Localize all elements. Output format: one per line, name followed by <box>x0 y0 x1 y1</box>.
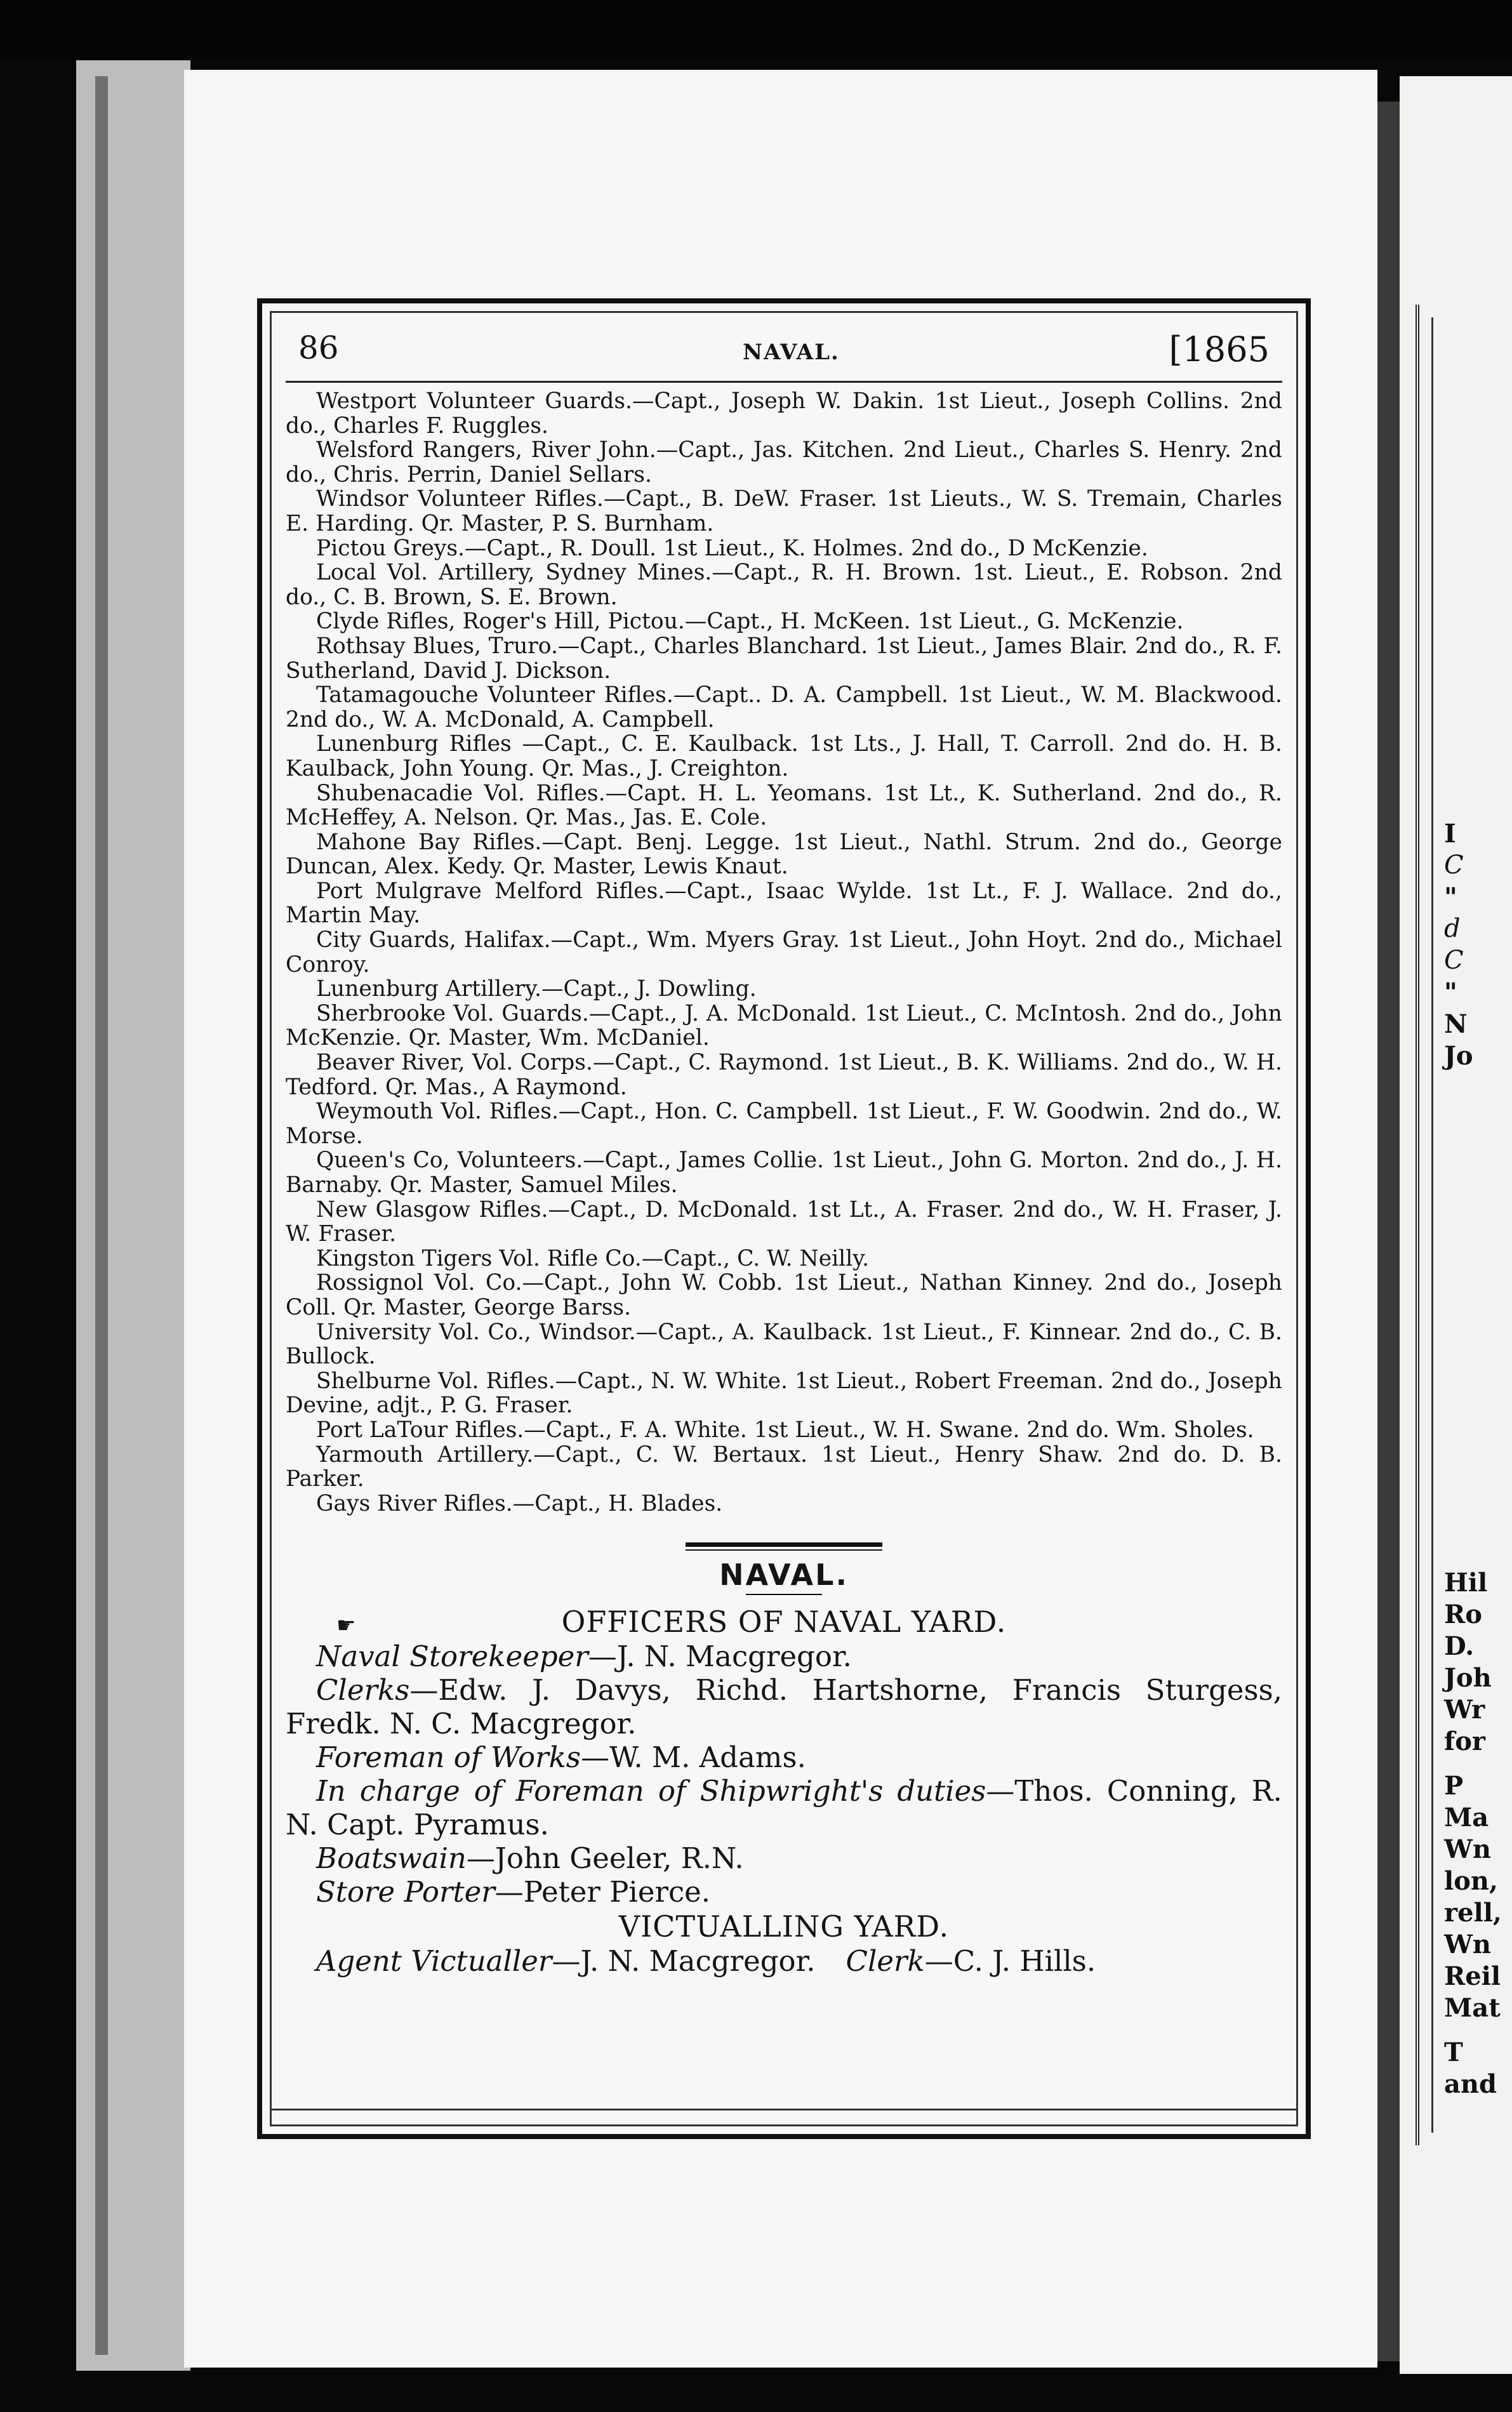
role-label: Foreman of Works <box>316 1740 581 1775</box>
adjacent-page-fragment: I <box>1444 819 1456 849</box>
list-item: Lunenburg Rifles —Capt., C. E. Kaulback. 1st Lts., J. Hall, T. Carroll. 2nd do. H. B. Kaulback, John Young. Qr. Mas., J. Creighton. <box>286 731 1282 781</box>
adjacent-page-fragment: Hil <box>1444 1568 1488 1598</box>
role-label: Boatswain <box>316 1841 467 1876</box>
adjacent-page-fragment: " <box>1444 977 1457 1007</box>
foreman-line <box>286 1740 1282 1774</box>
adjacent-page-fragment: and <box>1444 2069 1497 2099</box>
officer-name: —W. M. Adams. <box>581 1740 806 1775</box>
list-item: Welsford Rangers, River John.—Capt., Jas. Kitchen. 2nd Lieut., Charles S. Henry. 2nd do., Chris. Perrin, Daniel Sellars. <box>286 437 1282 487</box>
officers-heading-text: OFFICERS OF NAVAL YARD. <box>561 1605 1007 1640</box>
list-item: Shelburne Vol. Rifles.—Capt., N. W. White. 1st Lieut., Robert Freeman. 2nd do., Joseph Devine, adjt., P. G. Fraser. <box>286 1368 1282 1419</box>
scan-background <box>0 0 1512 60</box>
adjacent-page-fragment: rell, <box>1444 1898 1502 1928</box>
adjacent-page-fragment: lon, <box>1444 1866 1498 1896</box>
list-item: Westport Volunteer Guards.—Capt., Joseph W. Dakin. 1st Lieut., Joseph Collins. 2nd do., Charles F. Ruggles. <box>286 388 1282 439</box>
role-label: Agent Victualler <box>316 1944 552 1978</box>
adjacent-page-fragment: for <box>1444 1726 1485 1756</box>
list-item: Yarmouth Artillery.—Capt., C. W. Bertaux. 1st Lieut., Henry Shaw. 2nd do. D. B. Parker. <box>286 1441 1282 1492</box>
adjacent-page-fragment: Wn <box>1444 1834 1492 1864</box>
officers-heading <box>286 1604 1282 1640</box>
naval-officers-list <box>286 1640 1282 1909</box>
adjacent-page-fragment: Reil <box>1444 1961 1501 1991</box>
officer-name: —John Geeler, R.N. <box>466 1841 744 1876</box>
page-header <box>286 321 1282 383</box>
adjacent-page-fragment: Mat <box>1444 1993 1501 2023</box>
victualling-heading: VICTUALLING YARD. <box>618 1909 950 1944</box>
list-item: Clyde Rifles, Roger's Hill, Pictou.—Capt., H. McKeen. 1st Lieut., G. McKenzie. <box>316 609 1184 635</box>
role-label: Clerks <box>316 1673 410 1707</box>
list-item: Kingston Tigers Vol. Rifle Co.—Capt., C. W. Neilly. <box>316 1245 870 1271</box>
adjacent-page-fragment: Wn <box>1444 1930 1492 1959</box>
running-head: NAVAL. <box>743 340 840 365</box>
adjacent-page-fragment: C <box>1444 946 1464 975</box>
role-label: In charge of Foreman of Shipwright's duties <box>316 1774 986 1808</box>
adjacent-page-fragment: D. <box>1444 1631 1475 1661</box>
list-item: Queen's Co, Volunteers.—Capt., James Collie. 1st Lieut., John G. Morton. 2nd do., J. H. Barnaby. Qr. Master, Samuel Miles. <box>286 1148 1282 1198</box>
officer-name: —Peter Pierce. <box>494 1875 711 1909</box>
clerks-line <box>286 1673 1282 1740</box>
adjacent-page-border <box>1416 305 1423 2145</box>
boatswain-line <box>286 1841 1282 1875</box>
adjacent-page-fragment: T <box>1444 2038 1463 2067</box>
list-item: Rossignol Vol. Co.—Capt., John W. Cobb. 1st Lieut., Nathan Kinney. 2nd do., Joseph Coll. Qr. Master, George Barss. <box>286 1270 1282 1320</box>
list-item: Windsor Volunteer Rifles.—Capt., B. DeW. Fraser. 1st Lieuts., W. S. Tremain, Charles E. Harding. Qr. Master, P. S. Burnham. <box>286 486 1282 536</box>
title-underline <box>746 1594 822 1595</box>
list-item: Mahone Bay Rifles.—Capt. Benj. Legge. 1st Lieut., Nathl. Strum. 2nd do., George Duncan, Alex. Kedy. Qr. Master, Lewis Knaut. <box>286 829 1282 880</box>
book-spine-shadow <box>95 76 108 2355</box>
victualling-line <box>286 1944 1282 1978</box>
list-item: Lunenburg Artillery.—Capt., J. Dowling. <box>316 976 757 1002</box>
list-item: Gays River Rifles.—Capt., H. Blades. <box>316 1490 723 1516</box>
book-page-edges <box>76 60 190 2371</box>
officer-name: —C. J. Hills. <box>924 1944 1096 1978</box>
porter-line <box>286 1875 1282 1909</box>
list-item: Beaver River, Vol. Corps.—Capt., C. Raymond. 1st Lieut., B. K. Williams. 2nd do., W. H. Tedford. Qr. Mas., A Raymond. <box>286 1050 1282 1100</box>
adjacent-page-fragment: " <box>1444 882 1457 912</box>
shipwright-line <box>286 1774 1282 1841</box>
gutter-shadow <box>1377 102 1403 2361</box>
pointing-hand-icon: ☛ <box>336 1613 357 1639</box>
adjacent-page-fragment: Wr <box>1444 1695 1485 1725</box>
list-item: New Glasgow Rifles.—Capt., D. McDonald. 1st Lt., A. Fraser. 2nd do., W. H. Fraser, J. W. Fraser. <box>286 1196 1282 1247</box>
role-label: Store Porter <box>316 1875 495 1909</box>
adjacent-page-fragment: d <box>1444 914 1461 943</box>
adjacent-page-fragment: C <box>1444 851 1464 880</box>
year-mark: [1865 <box>1169 329 1270 369</box>
adjacent-page-fragment: N <box>1444 1009 1468 1039</box>
storekeeper-line <box>286 1640 1282 1673</box>
adjacent-page-fragment: Ma <box>1444 1803 1489 1832</box>
officer-name: —Thos. Conning, R. N. Capt. Pyramus. <box>286 1774 1282 1842</box>
officer-name: —Edw. J. Davys, Richd. Hartshorne, Francis Sturgess, Fredk. N. C. Macgregor. <box>286 1673 1282 1741</box>
divider-thin-rule <box>686 1549 882 1551</box>
list-item: Sherbrooke Vol. Guards.—Capt., J. A. McDonald. 1st Lieut., C. McIntosh. 2nd do., John McKenzie. Qr. Master, Wm. McDaniel. <box>286 1000 1282 1051</box>
list-item: Local Vol. Artillery, Sydney Mines.—Capt., R. H. Brown. 1st. Lieut., E. Robson. 2nd do., C. B. Brown, S. E. Brown. <box>286 560 1282 610</box>
volunteer-list <box>286 389 1282 1516</box>
adjacent-page-fragment: Ro <box>1444 1600 1482 1629</box>
list-item: Port Mulgrave Melford Rifles.—Capt., Isaac Wylde. 1st Lt., F. J. Wallace. 2nd do., Martin May. <box>286 878 1282 929</box>
section-title: NAVAL. <box>719 1558 849 1593</box>
list-item: Shubenacadie Vol. Rifles.—Capt. H. L. Yeomans. 1st Lt., K. Sutherland. 2nd do., R. McHeffey, A. Nelson. Qr. Mas., Jas. E. Cole. <box>286 780 1282 831</box>
list-item: Tatamagouche Volunteer Rifles.—Capt.. D. A. Campbell. 1st Lieut., W. M. Blackwood. 2nd do., W. A. McDonald, A. Campbell. <box>286 682 1282 732</box>
list-item: University Vol. Co., Windsor.—Capt., A. Kaulback. 1st Lieut., F. Kinnear. 2nd do., C. B. Bullock. <box>286 1319 1282 1370</box>
page-content <box>286 321 1282 1978</box>
list-item: Weymouth Vol. Rifles.—Capt., Hon. C. Campbell. 1st Lieut., F. W. Goodwin. 2nd do., W. Morse. <box>286 1099 1282 1149</box>
list-item: City Guards, Halifax.—Capt., Wm. Myers Gray. 1st Lieut., John Hoyt. 2nd do., Michael Conroy. <box>286 927 1282 977</box>
officer-name: —J. N. Macgregor. <box>552 1944 816 1978</box>
adjacent-page-fragment: Joh <box>1444 1663 1492 1693</box>
frame-bottom-rule <box>270 2109 1298 2110</box>
adjacent-page-fragment: P <box>1444 1771 1464 1801</box>
section-divider <box>686 1542 882 1551</box>
adjacent-page-border-inner <box>1431 317 1433 2133</box>
list-item: Port LaTour Rifles.—Capt., F. A. White. 1st Lieut., W. H. Swane. 2nd do. Wm. Sholes. <box>316 1417 1254 1443</box>
divider-thick-rule <box>686 1542 882 1547</box>
list-item: Pictou Greys.—Capt., R. Doull. 1st Lieut., K. Holmes. 2nd do., D McKenzie. <box>316 535 1148 561</box>
list-item: Rothsay Blues, Truro.—Capt., Charles Blanchard. 1st Lieut., James Blair. 2nd do., R. F. Sutherland, David J. Dickson. <box>286 633 1282 684</box>
role-label: Clerk <box>846 1944 925 1978</box>
role-label: Naval Storekeeper <box>316 1640 588 1674</box>
page-number: 86 <box>298 329 339 366</box>
adjacent-page-fragment: Jo <box>1444 1041 1473 1071</box>
officer-name: —J. N. Macgregor. <box>588 1640 852 1674</box>
